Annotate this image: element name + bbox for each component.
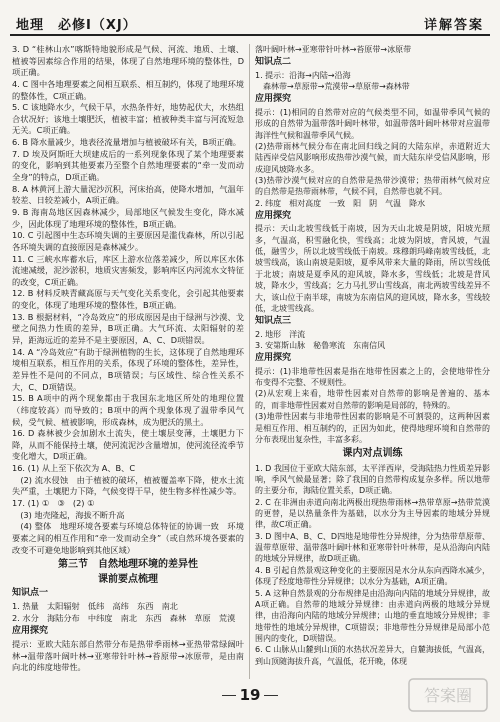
answer-paragraph: (3)热带沙漠气候对应的自然带是热带沙漠带；热带雨林气候对应的自然带是热带雨林带，气候不同，自然带也就不同。: [255, 175, 490, 197]
answer-paragraph: 落叶阔叶林→亚寒带针叶林→苔原带→冰原带: [255, 45, 412, 54]
answer-paragraph: 5. C 该地降水少，气候干旱，水热条件好，地势起伏大，水热组合状况好；该地土壤肥沃，植被丰富；植被种类丰富与河流短急无关。C项正确。: [12, 102, 244, 136]
answer-paragraph: 13. B 根据材料，“冷岛效应”的形成原因是由于绿洲与沙漠、戈壁之间热力性质的差异，B项正确。大气环流、太阳辐射的差异，距海远近的差异不是主要原因，A、C、D项错误。: [12, 311, 244, 346]
answer-paragraph: 1. 热量 太阳辐射 低纬 高纬 东西 南北: [12, 601, 178, 612]
answer-paragraph: 14. A “冷岛效应”有助于绿洲植物的生长，这体现了自然地理环境相互联系，相互作用的关系，体现了环境的整体性，差异性，差异性不是问的不同点，B项错误；与区域性、综合性关系不大，C、D项错误。: [12, 346, 244, 392]
left-column: [12, 44, 244, 674]
section-label: 应用探究: [255, 94, 292, 105]
answer-paragraph: 2. 地形 洋流: [255, 329, 306, 339]
watermark-stamp: [408, 678, 488, 712]
answer-paragraph: 7. D 埃及阿斯旺大坝建成后的一系列现象体现了某个地理要素的变化，影响到其他要素乃至整个自然地理要素的“牵一发而动全身”的特点，D项正确。: [12, 148, 244, 183]
answer-paragraph: 提示：(1)相同的自然带对应的气候类型不同，如温带季风气候的形成的自然带为温带落叶阔叶林带，如温带落叶阔叶林带对应温带海洋性气候和温带季风气候。: [255, 107, 490, 140]
answer-paragraph: (3)地带性因素与非地带性因素的影响是不可割裂的，这两种因素是相互作用、相互制约的，正因为如此，使得地理环境和自然带的分布表现出复杂性，丰富多彩。: [255, 412, 490, 444]
column-divider: [249, 44, 250, 679]
answer-paragraph: (2) 流水侵蚀 由于植被的破坏，植被覆盖率下降，使水土流失严重，土壤肥力下降，气候变得干旱，使生物多样性减少等。: [12, 474, 244, 497]
section-label: 应用探究: [255, 353, 292, 364]
answer-paragraph: 森林带→草原带→荒漠带→草原带→森林带: [255, 82, 410, 92]
page-number-value: 19: [239, 686, 261, 704]
section-label: 知识点三: [255, 316, 292, 327]
section-heading: 第三节 自然地理环境的差异性: [58, 559, 198, 571]
watermark-text: 答案圈: [423, 686, 473, 705]
right-column: [255, 44, 490, 667]
answer-paragraph: 15. B A项中的两个现象都由于我国东北地区所处的地理位置（纬度较高）而导致的；B项中的两个现象体现了温带季风气候，受气候、植被影响，形成森林，成为肥沃的黑土。: [12, 393, 244, 427]
answer-paragraph: 4. C 图中各地理要素之间相互联系、相互制约，体现了地理环境的整体性，C项正确。: [12, 78, 244, 101]
answer-paragraph: 3. 安第斯山脉 秘鲁寒流 东南信风: [255, 340, 386, 350]
answer-paragraph: 3. D 图中A、B、C、D四地是地带性分异规律，分为热带草原带、温带草原带、温带落叶阔叶林和亚寒带针叶林带，是从沿海向内陆的地域分异规律，故D项正确。: [255, 531, 490, 564]
answer-paragraph: (2)热带雨林气候分布在南北回归线之间的大陆东岸，赤道附近大陆西岸受信风影响形成热带沙漠气候，而大陆东岸受信风影响，形成迎风坡降水多。: [255, 141, 490, 174]
header-answer-title: 详解答案: [423, 18, 484, 33]
section-label: 应用探究: [255, 211, 292, 222]
answer-paragraph: 2. C 在非洲由赤道向南北两极出现热带雨林→热带草原→热带荒漠的更替，是以热量条件为基础，以水分为主导因素的地域分异规律，故C项正确。: [255, 497, 490, 530]
answer-paragraph: 11. C 三峡水库蓄水后，库区上游水位落差减少，所以库区水体流速减缓，泥沙淤积，地质灾害频发，影响库区内河流水文特征的改变，C项正确。: [12, 253, 244, 287]
answer-paragraph: 1. D 我国位于亚欧大陆东部，太平洋西岸，受海陆热力性质差异影响，季风气候最显著；除了我国的自然带构成复杂多样。所以地带的主要分布，海陆位置关系，D项正确。: [255, 463, 490, 496]
page-number-dash-right: [264, 695, 278, 696]
answer-paragraph: 2. 水分 海陆分布 中纬度 南北 东西 森林 草原 荒漠: [12, 612, 236, 623]
answer-paragraph: 16. D 森林被少会加剧水土流失，使土壤层变薄，土壤肥力下降，从而不能保持土壤，使河流泥沙含量增加，使河流径流季节变化增大，D项正确。: [12, 428, 244, 462]
answer-paragraph: 10. C 引起图中生态环境失调的主要原因是滥伐森林，所以引起各环境失调的直接原因是森林减少。: [12, 230, 244, 252]
answer-paragraph: 12. B 材料反映青藏高原与天气变化关系变化，会引起其他要素的变化，体现了地理环境的整体性，B项正确。: [12, 288, 244, 311]
answer-paragraph: 9. B 海南岛地区因森林减少，局部地区气候发生变化，降水减少，因此体现了地理环境的整体性，B项正确。: [12, 206, 244, 229]
answer-paragraph: (4) 整体 地理环境各要素与环境总体特征的协调一致 环境要素之间的相互作用和“牵一发而动全身”（或自然环境各要素的改变不可避免地影响到其他区域）: [12, 521, 244, 555]
answer-paragraph: 17. (1) ① ③ (2) ①: [12, 497, 95, 508]
answer-paragraph: 2. 纬度 相对高度 一致 阳 阴 气温 降水: [255, 198, 426, 208]
answer-paragraph: 1. 提示：沿海→内陆→沿海: [255, 70, 351, 80]
section-label: 知识点一: [12, 588, 49, 599]
answer-paragraph: 4. B 引起自然景观这种变化的主要原因是水分从东向西降水减少，体现了经度地带性分异规律；以水分为基础，A项正确。: [255, 565, 490, 587]
answer-paragraph: 提示：(1)非地带性因素是指在地带性因素之上的，会使地带性分布变得不完整、不规则性。: [255, 366, 490, 388]
section-heading: 课内对点训练: [342, 448, 403, 460]
answer-paragraph: (2)从宏观上来看，地带性因素对自然带的影响是普遍的、基本的，而非地带性因素对自然带的影响是局部的，特殊的。: [255, 389, 490, 410]
answer-paragraph: 16. (1) 从上至下依次为 A、B、C: [12, 463, 136, 474]
answer-paragraph: 6. B 降水量减少，地表径流量增加与植被破坏有关，B项正确。: [12, 137, 241, 148]
header-rule: [10, 34, 490, 36]
page-header: [10, 10, 490, 36]
page-number-dash-left: [222, 695, 236, 696]
header-subject: 地理 必修Ⅰ（XJ）: [16, 18, 137, 33]
answer-paragraph: 提示：亚欧大陆东部自然带分布是热带季雨林→亚热带常绿阔叶林→温带落叶阔叶林→亚寒带针叶林→苔原带→冰原带，是由南向北的纬度地带性。: [12, 639, 244, 673]
section-label: 应用探究: [12, 626, 49, 637]
answer-paragraph: 6. C 山脉从山麓到山顶的水热状况差异大，自麓海拔低，气温高，到山顶随海拔升高，气温低，花开晚，体现: [255, 645, 490, 666]
answer-paragraph: (3) 地壳隆起，海拔不断升高: [12, 509, 125, 520]
answer-paragraph: 8. A 林黄河上游大量泥沙沉积，河床抬高，使降水增加，气温年较差、日较差减小，A项正确。: [12, 183, 244, 206]
answer-paragraph: 提示：天山北坡雪线低于南坡，因为天山北坡是阴坡，阳坡光照多，气温高，积雪融化快，雪线高；北坡为阴坡，背风坡，气温低，融雪少，所以北坡雪线低于南坡。珠穆朗玛峰南坡雪线低，北坡雪线高，该山南坡是阳坡，夏季风带来大量的降雨，所以雪线低于北坡；南坡是夏季风的迎风坡，降水多，雪线低；北坡是背风坡，降水少，雪线高；乞力马扎罗山雪线高，南北两坡雪线差异不大，该山位于南半球，南坡为东南信风的迎风坡，降水多，雪线较低，北坡雪线高。: [255, 224, 490, 313]
answer-paragraph: 3. D “桂林山水”喀斯特地貌形成是气候、河流、地质、土壤、植被等因素综合作用的结果，体现了自然地理环境的整体性，D项正确。: [12, 44, 244, 78]
section-heading: 课前要点梳理: [98, 573, 158, 585]
section-label: 知识点二: [255, 57, 292, 68]
answer-paragraph: 5. A 这种自然景观的分布规律是由沿海向内陆的地域分异规律，故A项正确。自然带的地域分异规律：由赤道向两极的地域分异规律，由沿海向内陆的地域分异规律；山地的垂直地域分异规律；非地带性的地域分异规律，C项错误；非地带性分异规律是局部小范围内的变化，D项错误。: [255, 588, 490, 643]
